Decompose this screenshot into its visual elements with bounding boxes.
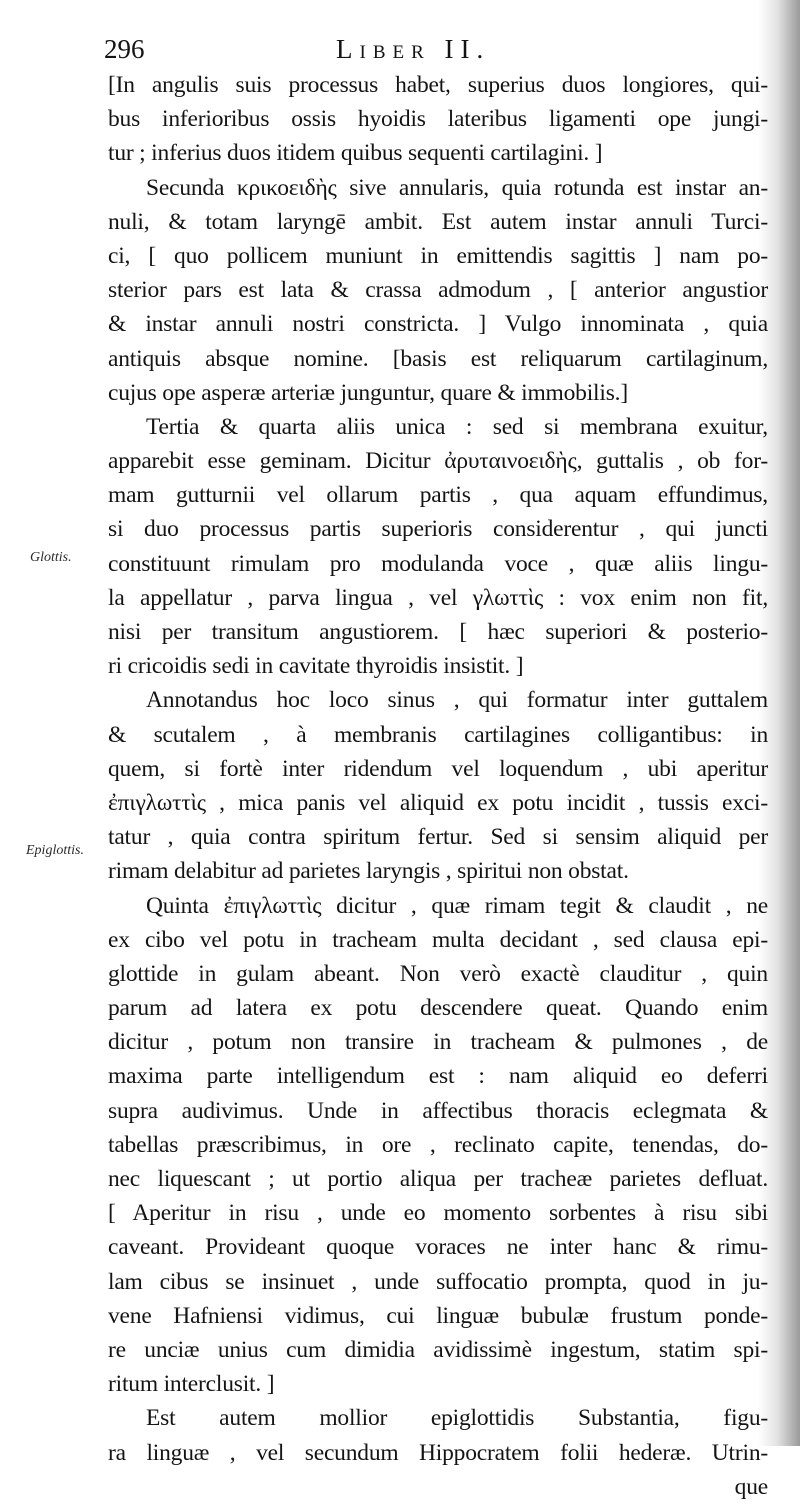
running-title: Liber II.	[336, 34, 491, 64]
text-line: ἐπιγλωττὶς , mica panis vel aliquid ex potu incidit , tussis exci-	[108, 789, 768, 816]
text-line: [In angulis suis processus habet, superius duos longiores, qui-	[108, 72, 768, 98]
text-line: Est autem mollior epiglottidis Substantia, figu-	[146, 1405, 768, 1432]
text-line: quem, si fortè inter ridendum vel loquendum , ubi aperitur	[108, 755, 768, 782]
text-line: tabellas præscribimus, in ore , reclinato capite, tenendas, do-	[108, 1131, 768, 1158]
body-text	[108, 68, 768, 1504]
text-line: Secunda κρικοειδὴς sive annularis, quia rotunda est instar an-	[146, 174, 768, 201]
text-line: constituunt rimulam pro modulanda voce , quæ aliis lingu-	[108, 550, 768, 577]
text-line: cujus ope asperæ arteriæ junguntur, quare & immobilis.]	[108, 379, 628, 406]
text-line: la appellatur , parva lingua , vel γλωττὶς : vox enim non fit,	[108, 584, 768, 611]
text-line: lam cibus se insinuet , unde suffocatio prompta, quod in ju-	[108, 1268, 768, 1295]
margin-note-epiglottis: Epiglottis.	[26, 843, 84, 858]
text-line: & scutalem , à membranis cartilagines colligantibus: in	[108, 721, 768, 748]
text-line: parum ad latera ex potu descendere queat. Quando enim	[108, 995, 768, 1022]
text-line: ritum interclusit. ]	[108, 1371, 275, 1398]
text-line: nuli, & totam laryngē ambit. Est autem instar annuli Turci-	[108, 208, 768, 235]
text-line: & instar annuli nostri constricta. ] Vulgo innominata , quia	[108, 311, 768, 338]
text-line: tatur , quia contra spiritum fertur. Sed si sensim aliquid per	[108, 824, 768, 851]
text-line: tur ; inferius duos itidem quibus sequenti cartilagini. ]	[108, 140, 603, 167]
text-line: rimam delabitur ad parietes laryngis , spiritui non obstat.	[108, 858, 629, 885]
text-line: Tertia & quarta aliis unica : sed si membrana exuitur,	[146, 413, 768, 440]
text-line: re unciæ unius cum dimidia avidissimè ingestum, statim spi-	[108, 1336, 768, 1363]
text-line: antiquis absque nomine. [basis est reliquarum cartilaginum,	[108, 345, 768, 372]
text-line: ri cricoidis sedi in cavitate thyroidis insistit. ]	[108, 653, 524, 680]
text-line: nec liquescant ; ut portio aliqua per tracheæ parietes defluat.	[108, 1166, 768, 1192]
text-line: maxima parte intelligendum est : nam aliquid eo deferri	[108, 1063, 768, 1090]
text-line: dicitur , potum non transire in tracheam & pulmones , de	[108, 1029, 768, 1056]
margin-note-glottis: Glottis.	[30, 550, 72, 565]
page-number: 296	[104, 34, 145, 64]
text-line: supra audivimus. Unde in affectibus thoracis eclegmata &	[108, 1097, 768, 1124]
text-line: Annotandus hoc loco sinus , qui formatur inter guttalem	[146, 687, 768, 714]
text-line: nisi per transitum angustiorem. [ hæc superiori & posterio-	[108, 619, 768, 645]
text-line: glottide in gulam abeant. Non verò exactè clauditur , quin	[108, 960, 768, 987]
text-line: Quinta ἐπιγλωττὶς dicitur , quæ rimam tegit & claudit , ne	[146, 892, 768, 919]
text-line: ra linguæ , vel secundum Hippocratem folii hederæ. Utrin-	[108, 1439, 768, 1466]
text-line: ex cibo vel potu in tracheam multa decidant , sed clausa epi-	[108, 926, 768, 953]
text-line: si duo processus partis superioris considerentur , qui juncti	[108, 516, 768, 543]
text-line: apparebit esse geminam. Dicitur ἀρυταινοειδὴς, guttalis , ob for-	[108, 448, 768, 475]
text-line: [ Aperitur in risu , unde eo momento sorbentes à risu sibi	[108, 1200, 768, 1227]
text-line: bus inferioribus ossis hyoidis lateribus ligamenti ope jungi-	[108, 106, 768, 133]
catchword: que	[734, 1473, 768, 1500]
text-line: mam gutturnii vel ollarum partis , qua aquam effundimus,	[108, 482, 768, 509]
text-line: ci, [ quo pollicem muniunt in emittendis sagittis ] nam po-	[108, 242, 768, 269]
text-line: sterior pars est lata & crassa admodum , [ anterior angustior	[108, 277, 768, 304]
text-line: vene Hafniensi vidimus, cui linguæ bubulæ frustum ponde-	[108, 1302, 768, 1329]
text-line: caveant. Provideant quoque voraces ne inter hanc & rimu-	[108, 1234, 768, 1261]
